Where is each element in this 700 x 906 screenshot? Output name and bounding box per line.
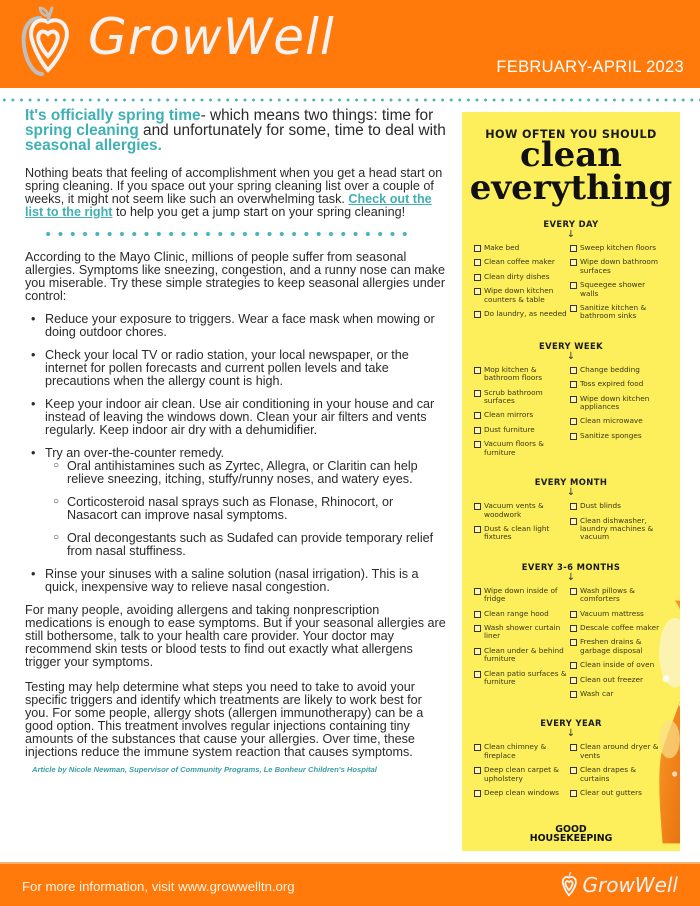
- checkbox-icon[interactable]: [474, 274, 481, 281]
- checklist-item-label: Wash pillows & comforters: [580, 585, 635, 604]
- list-item-text: Try an over-the-counter remedy.: [45, 446, 225, 460]
- checklist-item-label: Clean out freezer: [580, 674, 644, 684]
- checklist-item-label: Clean chimney & fireplace: [484, 742, 547, 760]
- checklist-item-label: Wipe down inside of fridge: [484, 585, 558, 604]
- checkbox-icon[interactable]: [570, 367, 577, 374]
- footer-brand-name: GrowWell: [582, 873, 678, 897]
- checklist-item-label: Descale coffee maker: [580, 622, 660, 632]
- checkbox-icon[interactable]: [570, 677, 577, 684]
- checklist-item-label: Clean inside of oven: [580, 660, 655, 670]
- checkbox-icon[interactable]: [474, 744, 481, 751]
- intro-highlight-allergies: seasonal allergies.: [25, 137, 162, 154]
- checklist-column-right: [570, 244, 666, 327]
- checklist-item-label: Clean around dryer & vents: [580, 742, 659, 760]
- checklist-columns: [462, 502, 680, 548]
- sublist-item: [53, 495, 447, 522]
- list-item: [31, 312, 447, 339]
- checklist-column-left: [474, 244, 570, 327]
- checklist-item-label: Freshen drains & garbage disposal: [580, 637, 643, 655]
- checklist-item[interactable]: [570, 587, 666, 604]
- circle-bullet-icon: ○: [53, 496, 60, 507]
- arrow-down-icon: ↓: [566, 728, 576, 740]
- checklist-item-label: Deep clean carpet & upholstery: [484, 765, 559, 783]
- checklist-item[interactable]: [570, 258, 666, 275]
- checklist-item-label: Dust furniture: [484, 424, 535, 434]
- checklist-item-label: Sanitize kitchen & bathroom sinks: [580, 303, 647, 321]
- brand-name: GrowWell: [88, 8, 335, 66]
- checklist-column-left: [474, 366, 570, 463]
- checklist-item[interactable]: [474, 624, 570, 641]
- checklist-item[interactable]: [474, 366, 570, 383]
- checklist-item[interactable]: [570, 638, 666, 655]
- arrow-down-icon: ↓: [566, 229, 576, 240]
- circle-bullet-icon: ○: [53, 532, 60, 543]
- checklist-item-label: Wipe down kitchen counters & table: [484, 286, 554, 304]
- checklist-item[interactable]: [570, 789, 666, 797]
- checkbox-icon[interactable]: [474, 367, 481, 374]
- checklist-heading: [462, 135, 680, 208]
- checkbox-icon[interactable]: [570, 588, 577, 595]
- checklist-column-right: [570, 366, 666, 463]
- issue-date-range: FEBRUARY-APRIL 2023: [496, 58, 684, 76]
- bullet-icon: •: [31, 312, 36, 326]
- checkbox-icon[interactable]: [570, 691, 577, 698]
- checklist-item[interactable]: [570, 432, 666, 440]
- checklist-item[interactable]: [474, 426, 570, 434]
- checklist-column-right: [570, 587, 666, 705]
- article-column: [25, 108, 447, 774]
- checkbox-icon[interactable]: [570, 662, 577, 669]
- source-logo-line: GOOD: [555, 824, 587, 835]
- sublist-item-text: Oral antihistamines such as Zyrtec, Allegra, or Claritin can help relieve sneezing, itching, stuffy/runny noses, and watery eyes.: [67, 459, 418, 486]
- checklist-section: [462, 562, 680, 705]
- checklist-heading-small: HOW OFTEN YOU SHOULD: [485, 128, 657, 141]
- good-housekeeping-logo: [462, 825, 680, 843]
- checkbox-icon[interactable]: [474, 671, 481, 678]
- checklist-columns: [462, 743, 680, 803]
- checklist-item-label: Clean under & behind furniture: [484, 645, 564, 664]
- arrow-down-icon: ↓: [566, 487, 576, 499]
- list-item: [31, 397, 447, 437]
- checklist-content: [462, 112, 680, 803]
- checklist-column-right: [570, 502, 666, 548]
- checkbox-icon[interactable]: [474, 790, 481, 797]
- checklist-section-title: EVERY WEEK: [538, 340, 604, 351]
- checklist-item[interactable]: [474, 610, 570, 618]
- checklist-column-left: [474, 502, 570, 548]
- page-header: [0, 0, 700, 88]
- checklist-item-label: Clean mirrors: [484, 410, 534, 420]
- paragraph-treatment: For many people, avoiding allergens and taking nonprescription medications is enough to ease symptoms. But if your seasonal allergies are still bothersome, talk to your health care provider. Your doctor may recommend skin tests or blood tests to find out exactly what allergens trigger your symptoms.: [25, 603, 446, 669]
- checklist-item-label: Make bed: [484, 243, 520, 252]
- checklist-item-label: Wash shower curtain liner: [484, 622, 561, 641]
- apple-heart-logo-icon: [18, 4, 78, 80]
- bullet-icon: •: [31, 348, 36, 362]
- checklist-item[interactable]: [570, 304, 666, 321]
- checklist-column-left: [474, 587, 570, 705]
- checkbox-icon[interactable]: [570, 433, 577, 440]
- checklist-item-label: Wash car: [580, 688, 614, 698]
- checkbox-icon[interactable]: [474, 503, 481, 510]
- list-item-text: Keep your indoor air clean. Use air conditioning in your house and car instead of leaving the windows down. Clean your air filters and vents regularly. Keep indoor air dry with a dehumidifier.: [45, 397, 435, 437]
- bullet-icon: •: [31, 446, 36, 460]
- checkbox-icon[interactable]: [474, 441, 481, 448]
- checkbox-icon[interactable]: [570, 518, 577, 525]
- checklist-item[interactable]: [474, 411, 570, 419]
- checklist-item-label: Mop kitchen & bathroom floors: [484, 364, 543, 383]
- checklist-item[interactable]: [570, 743, 666, 760]
- footer-logo: [558, 871, 678, 899]
- checkbox-icon[interactable]: [570, 767, 577, 774]
- checklist-item-label: Clean dishwasher, laundry machines & vacuum: [580, 515, 654, 542]
- checkbox-icon[interactable]: [570, 259, 577, 266]
- checklist-item[interactable]: [474, 389, 570, 406]
- sublist-item-text: Oral decongestants such as Sudafed can provide temporary relief from nasal stuffiness.: [67, 531, 434, 558]
- checkbox-icon[interactable]: [570, 396, 577, 403]
- checklist-item[interactable]: [570, 417, 666, 425]
- checklist-section: [462, 219, 680, 327]
- list-item: [31, 446, 447, 558]
- checklist-item-label: Change bedding: [580, 364, 640, 374]
- checklist-column-right: [570, 743, 666, 803]
- checklist-item-label: Vacuum mattress: [580, 608, 644, 618]
- checklist-item[interactable]: [474, 310, 570, 318]
- checklist-item[interactable]: [570, 395, 666, 412]
- dotted-divider: [42, 231, 414, 237]
- sublist-item: [53, 531, 447, 558]
- list-item-text: Reduce your exposure to triggers. Wear a face mask when mowing or doing outdoor chores.: [45, 312, 435, 339]
- checklist-item[interactable]: [570, 661, 666, 669]
- checklist-item[interactable]: [570, 690, 666, 698]
- checklist-item[interactable]: [570, 517, 666, 542]
- checkbox-icon[interactable]: [570, 503, 577, 510]
- checklist-item-label: Clean patio surfaces & furniture: [484, 668, 567, 686]
- list-item: [31, 348, 447, 388]
- checklist-link[interactable]: Check out the list to the right: [25, 192, 432, 219]
- checklist-section-title: EVERY YEAR: [540, 718, 602, 729]
- checkbox-icon[interactable]: [570, 744, 577, 751]
- checkbox-icon[interactable]: [570, 381, 577, 388]
- checkbox-icon[interactable]: [474, 390, 481, 397]
- paragraph-allergies-intro: According to the Mayo Clinic, millions of people suffer from seasonal allergies. Symptoms like sneezing, congestion, and a runny nose can make you miserable. Try these simple strategies to keep seasonal allergies under control:: [25, 250, 446, 303]
- list-item-text: Check your local TV or radio station, your local newspaper, or the internet for pollen forecasts and current pollen levels and take precautions when the allergy count is high.: [45, 348, 409, 388]
- checkbox-icon[interactable]: [570, 305, 577, 312]
- checkbox-icon[interactable]: [474, 767, 481, 774]
- checklist-item[interactable]: [474, 287, 570, 304]
- bullet-icon: •: [31, 567, 36, 581]
- checkbox-icon[interactable]: [474, 611, 481, 618]
- checklist-item-label: Scrub bathroom surfaces: [484, 387, 543, 406]
- intro-heading: [25, 108, 447, 153]
- checklist-section: [462, 477, 680, 548]
- checklist-item[interactable]: [570, 676, 666, 684]
- checklist-item-label: Clean dirty dishes: [484, 271, 550, 281]
- checklist-item[interactable]: [474, 273, 570, 281]
- checklist-item-label: Sweep kitchen floors: [580, 243, 657, 252]
- checkbox-icon[interactable]: [474, 245, 481, 252]
- checklist-item-label: Toss expired food: [580, 379, 644, 389]
- checklist-item-label: Clean coffee maker: [484, 257, 555, 267]
- checklist-columns: [462, 244, 680, 327]
- checklist-item-label: Dust & clean light fixtures: [484, 523, 550, 542]
- checkbox-icon[interactable]: [474, 311, 481, 318]
- checklist-item[interactable]: [570, 502, 666, 510]
- checklist-section: [462, 718, 680, 803]
- checklist-item[interactable]: [474, 587, 570, 604]
- checklist-column-left: [474, 743, 570, 803]
- intro-text: - which means two things: time for: [200, 107, 434, 124]
- checklist-item-label: Do laundry, as needed: [484, 309, 567, 319]
- checklist-item-label: Vacuum floors & furniture: [484, 439, 544, 457]
- checklist-item[interactable]: [570, 610, 666, 618]
- checklist-item-label: Clean range hood: [484, 608, 549, 618]
- allergy-tips-list: [25, 313, 447, 594]
- paragraph-spring-cleaning: [25, 167, 447, 219]
- dotted-divider: [0, 98, 700, 102]
- checklist-item[interactable]: [570, 366, 666, 374]
- checklist-section: [462, 341, 680, 463]
- apple-heart-logo-icon: [558, 871, 580, 899]
- remedy-sublist: [45, 460, 447, 558]
- checkbox-icon[interactable]: [570, 790, 577, 797]
- footer-info-text: For more information, visit www.growwelltn.org: [22, 879, 295, 894]
- checkbox-icon[interactable]: [474, 648, 481, 655]
- checklist-item-label: Wipe down kitchen appliances: [580, 393, 650, 412]
- list-item: [31, 567, 447, 594]
- checklist-item[interactable]: [570, 380, 666, 388]
- sublist-item: [53, 459, 447, 486]
- checklist-item-label: Deep clean windows: [484, 788, 559, 797]
- checklist-item-label: Dust blinds: [580, 501, 621, 511]
- checklist-item-label: Wipe down bathroom surfaces: [580, 257, 658, 275]
- list-item-text: Rinse your sinuses with a saline solution (nasal irrigation). This is a quick, inexpensive way to relieve nasal congestion.: [45, 567, 419, 594]
- sublist-item-text: Corticosteroid nasal sprays such as Flonase, Rhinocort, or Nasacort can improve nasal symptoms.: [67, 495, 394, 522]
- checkbox-icon[interactable]: [474, 625, 481, 632]
- checkbox-icon[interactable]: [570, 245, 577, 252]
- page-footer: [0, 864, 700, 906]
- checklist-item[interactable]: [474, 525, 570, 542]
- source-logo-line: HOUSEKEEPING: [529, 833, 613, 844]
- paragraph-text: to help you get a jump start on your spring cleaning!: [112, 205, 406, 219]
- checklist-item[interactable]: [570, 244, 666, 252]
- checkbox-icon[interactable]: [474, 526, 481, 533]
- checklist-section-title: EVERY MONTH: [534, 477, 608, 488]
- checklist-item[interactable]: [474, 502, 570, 519]
- article-credit: Article by Nicole Newman, Supervisor of Community Programs, Le Bonheur Children's Hospital: [32, 765, 377, 774]
- arrow-down-icon: ↓: [566, 571, 576, 583]
- checklist-item[interactable]: [570, 281, 666, 298]
- checkbox-icon[interactable]: [474, 288, 481, 295]
- checkbox-icon[interactable]: [570, 611, 577, 618]
- cleaning-checklist-panel: [462, 112, 680, 851]
- checkbox-icon[interactable]: [570, 639, 577, 646]
- intro-highlight-spring-cleaning: spring cleaning: [25, 122, 139, 139]
- checkbox-icon[interactable]: [474, 427, 481, 434]
- checkbox-icon[interactable]: [570, 625, 577, 632]
- checklist-item-label: Vacuum vents & woodwork: [484, 501, 544, 519]
- checkbox-icon[interactable]: [570, 282, 577, 289]
- intro-highlight-spring-time: It's officially spring time: [25, 107, 201, 124]
- checklist-columns: [462, 366, 680, 463]
- checklist-heading-line: everything: [469, 168, 673, 208]
- checklist-item-label: Sanitize sponges: [580, 430, 642, 440]
- intro-text: and unfortunately for some, time to deal with: [138, 122, 446, 139]
- checkbox-icon[interactable]: [474, 588, 481, 595]
- checklist-columns: [462, 587, 680, 705]
- checklist-item[interactable]: [474, 743, 570, 760]
- checklist-heading-line: clean: [520, 135, 622, 175]
- checklist-section-title: EVERY DAY: [543, 219, 599, 229]
- checklist-item[interactable]: [474, 440, 570, 457]
- checklist-item[interactable]: [474, 766, 570, 783]
- paragraph-text: Nothing beats that feeling of accomplishment when you get a head start on spring cleaning. If you space out your spring cleaning list over a couple of weeks, it might not seem like such an overwhelming task.: [25, 166, 443, 206]
- checklist-item[interactable]: [474, 244, 570, 252]
- checklist-sections: [462, 219, 680, 803]
- checklist-item-label: Clean microwave: [580, 416, 643, 426]
- checklist-section-title: EVERY 3-6 MONTHS: [521, 561, 621, 572]
- checklist-item[interactable]: [570, 624, 666, 632]
- checklist-item-label: Clean drapes & curtains: [580, 765, 637, 783]
- checkbox-icon[interactable]: [474, 412, 481, 419]
- circle-bullet-icon: ○: [53, 460, 60, 471]
- checklist-item[interactable]: [570, 766, 666, 783]
- checklist-item-label: Squeegee shower walls: [580, 280, 646, 298]
- checklist-item[interactable]: [474, 647, 570, 664]
- bullet-icon: •: [31, 397, 36, 411]
- checklist-item-label: Clear out gutters: [580, 788, 642, 797]
- arrow-down-icon: ↓: [566, 350, 576, 362]
- checkbox-icon[interactable]: [570, 418, 577, 425]
- checklist-item[interactable]: [474, 789, 570, 797]
- paragraph-testing: Testing may help determine what steps you need to take to avoid your specific triggers and identify which treatments are likely to work best for you. For some people, allergy shots (allergen immunotherapy) can be a good option. This treatment involves regular injections containing tiny amounts of the substances that cause your allergies. Over time, these injections reduce the immune system reaction that causes symptoms.: [25, 680, 424, 759]
- checklist-item[interactable]: [474, 670, 570, 687]
- checklist-item[interactable]: [474, 258, 570, 266]
- checkbox-icon[interactable]: [474, 259, 481, 266]
